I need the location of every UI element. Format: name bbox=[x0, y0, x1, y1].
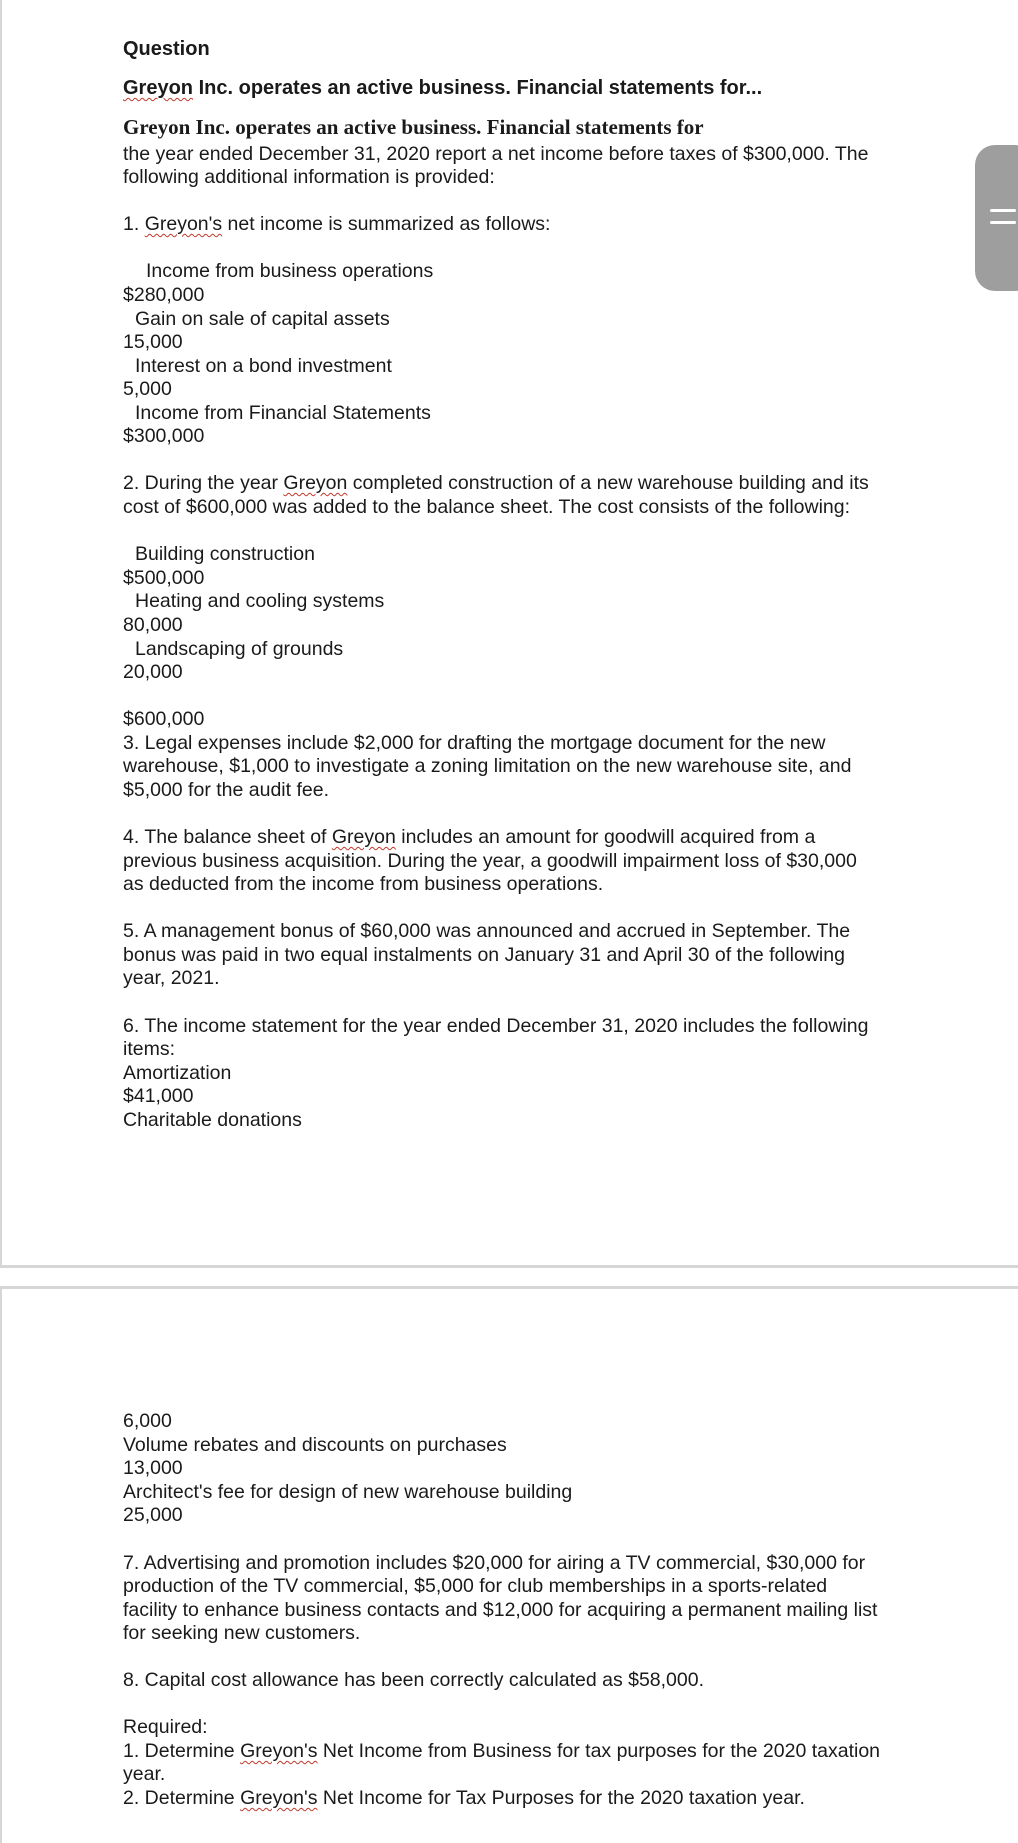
item6-row-label: Volume rebates and discounts on purchases bbox=[123, 1434, 507, 1456]
spellcheck-word: Greyon's bbox=[144, 213, 223, 235]
item6-row-label: Charitable donations bbox=[123, 1109, 302, 1131]
item2-row-label: Building construction bbox=[135, 543, 315, 565]
required-line: 1. Determine Greyon's Net Income from Business for tax purposes for the 2020 taxation bbox=[123, 1740, 881, 1762]
item1-row-label: Interest on a bond investment bbox=[135, 355, 392, 377]
page-gap bbox=[0, 1268, 1018, 1286]
item3-line: 3. Legal expenses include $2,000 for drafting the mortgage document for the new bbox=[123, 732, 826, 754]
item4-line: 4. The balance sheet of Greyon includes an amount for goodwill acquired from a bbox=[123, 826, 816, 848]
item2-row-value: 20,000 bbox=[123, 661, 183, 683]
item2-total: $600,000 bbox=[123, 708, 205, 730]
intro-line: following additional information is provided: bbox=[123, 166, 495, 188]
question-title-full: Greyon Inc. operates an active business. Financial statements for bbox=[123, 115, 704, 139]
side-panel-toggle[interactable] bbox=[975, 145, 1018, 291]
item6-row-label: Amortization bbox=[123, 1062, 232, 1084]
item1-row-label: Gain on sale of capital assets bbox=[135, 308, 390, 330]
item4-line: as deducted from the income from business operations. bbox=[123, 873, 604, 895]
item1-row-value: $280,000 bbox=[123, 284, 205, 306]
item5-line: 5. A management bonus of $60,000 was announced and accrued in September. The bbox=[123, 920, 851, 942]
item1-heading: 1. Greyon's net income is summarized as follows: bbox=[123, 213, 551, 235]
item7-line: for seeking new customers. bbox=[123, 1622, 361, 1644]
item6-line: 6. The income statement for the year ended December 31, 2020 includes the following bbox=[123, 1015, 869, 1037]
item2-row-value: $500,000 bbox=[123, 567, 205, 589]
item3-line: $5,000 for the audit fee. bbox=[123, 779, 329, 801]
item5-line: bonus was paid in two equal instalments on January 31 and April 30 of the following bbox=[123, 944, 845, 966]
required-line: 2. Determine Greyon's Net Income for Tax Purposes for the 2020 taxation year. bbox=[123, 1787, 805, 1809]
item7-line: 7. Advertising and promotion includes $20,000 for airing a TV commercial, $30,000 for bbox=[123, 1552, 866, 1574]
item1-row-value: 5,000 bbox=[123, 378, 172, 400]
intro-line: the year ended December 31, 2020 report a net income before taxes of $300,000. The bbox=[123, 143, 869, 165]
item5-line: year, 2021. bbox=[123, 967, 220, 989]
item1-row-value: $300,000 bbox=[123, 425, 205, 447]
item7-line: production of the TV commercial, $5,000 for club memberships in a sports-related bbox=[123, 1575, 828, 1597]
item6-row-value: 6,000 bbox=[123, 1410, 172, 1432]
item2-line: cost of $600,000 was added to the balance sheet. The cost consists of the following: bbox=[123, 496, 851, 518]
menu-icon-bar-bottom bbox=[990, 221, 1016, 224]
item1-row-label: Income from business operations bbox=[146, 260, 434, 282]
question-title-short[interactable]: Greyon Inc. operates an active business. Financial statements for... bbox=[123, 77, 763, 99]
required-heading: Required: bbox=[123, 1716, 208, 1738]
item1-row-value: 15,000 bbox=[123, 331, 183, 353]
question-heading: Question bbox=[123, 38, 210, 60]
spellcheck-word: Greyon's bbox=[240, 1740, 318, 1762]
item6-row-value: 25,000 bbox=[123, 1504, 183, 1526]
item8-line: 8. Capital cost allowance has been correctly calculated as $58,000. bbox=[123, 1669, 705, 1691]
menu-icon-bar-top bbox=[990, 209, 1016, 212]
spellcheck-word: Greyon bbox=[331, 826, 396, 848]
item1-row-label: Income from Financial Statements bbox=[135, 402, 431, 424]
item6-row-value: 13,000 bbox=[123, 1457, 183, 1479]
item6-row-label: Architect's fee for design of new warehouse building bbox=[123, 1481, 573, 1503]
item6-row-value: $41,000 bbox=[123, 1085, 194, 1107]
required-line: year. bbox=[123, 1763, 166, 1785]
spellcheck-word: Greyon bbox=[283, 472, 348, 494]
item2-row-label: Heating and cooling systems bbox=[135, 590, 385, 612]
item2-row-value: 80,000 bbox=[123, 614, 183, 636]
spellcheck-word: Greyon bbox=[123, 77, 194, 99]
item2-row-label: Landscaping of grounds bbox=[135, 638, 344, 660]
item2-line: 2. During the year Greyon completed construction of a new warehouse building and its bbox=[123, 472, 869, 494]
item4-line: previous business acquisition. During the year, a goodwill impairment loss of $30,000 bbox=[123, 850, 857, 872]
spellcheck-word: Greyon's bbox=[240, 1787, 318, 1809]
item6-line: items: bbox=[123, 1038, 176, 1060]
item3-line: warehouse, $1,000 to investigate a zoning limitation on the new warehouse site, and bbox=[123, 755, 852, 777]
item7-line: facility to enhance business contacts and $12,000 for acquiring a permanent mailing list bbox=[123, 1599, 878, 1621]
